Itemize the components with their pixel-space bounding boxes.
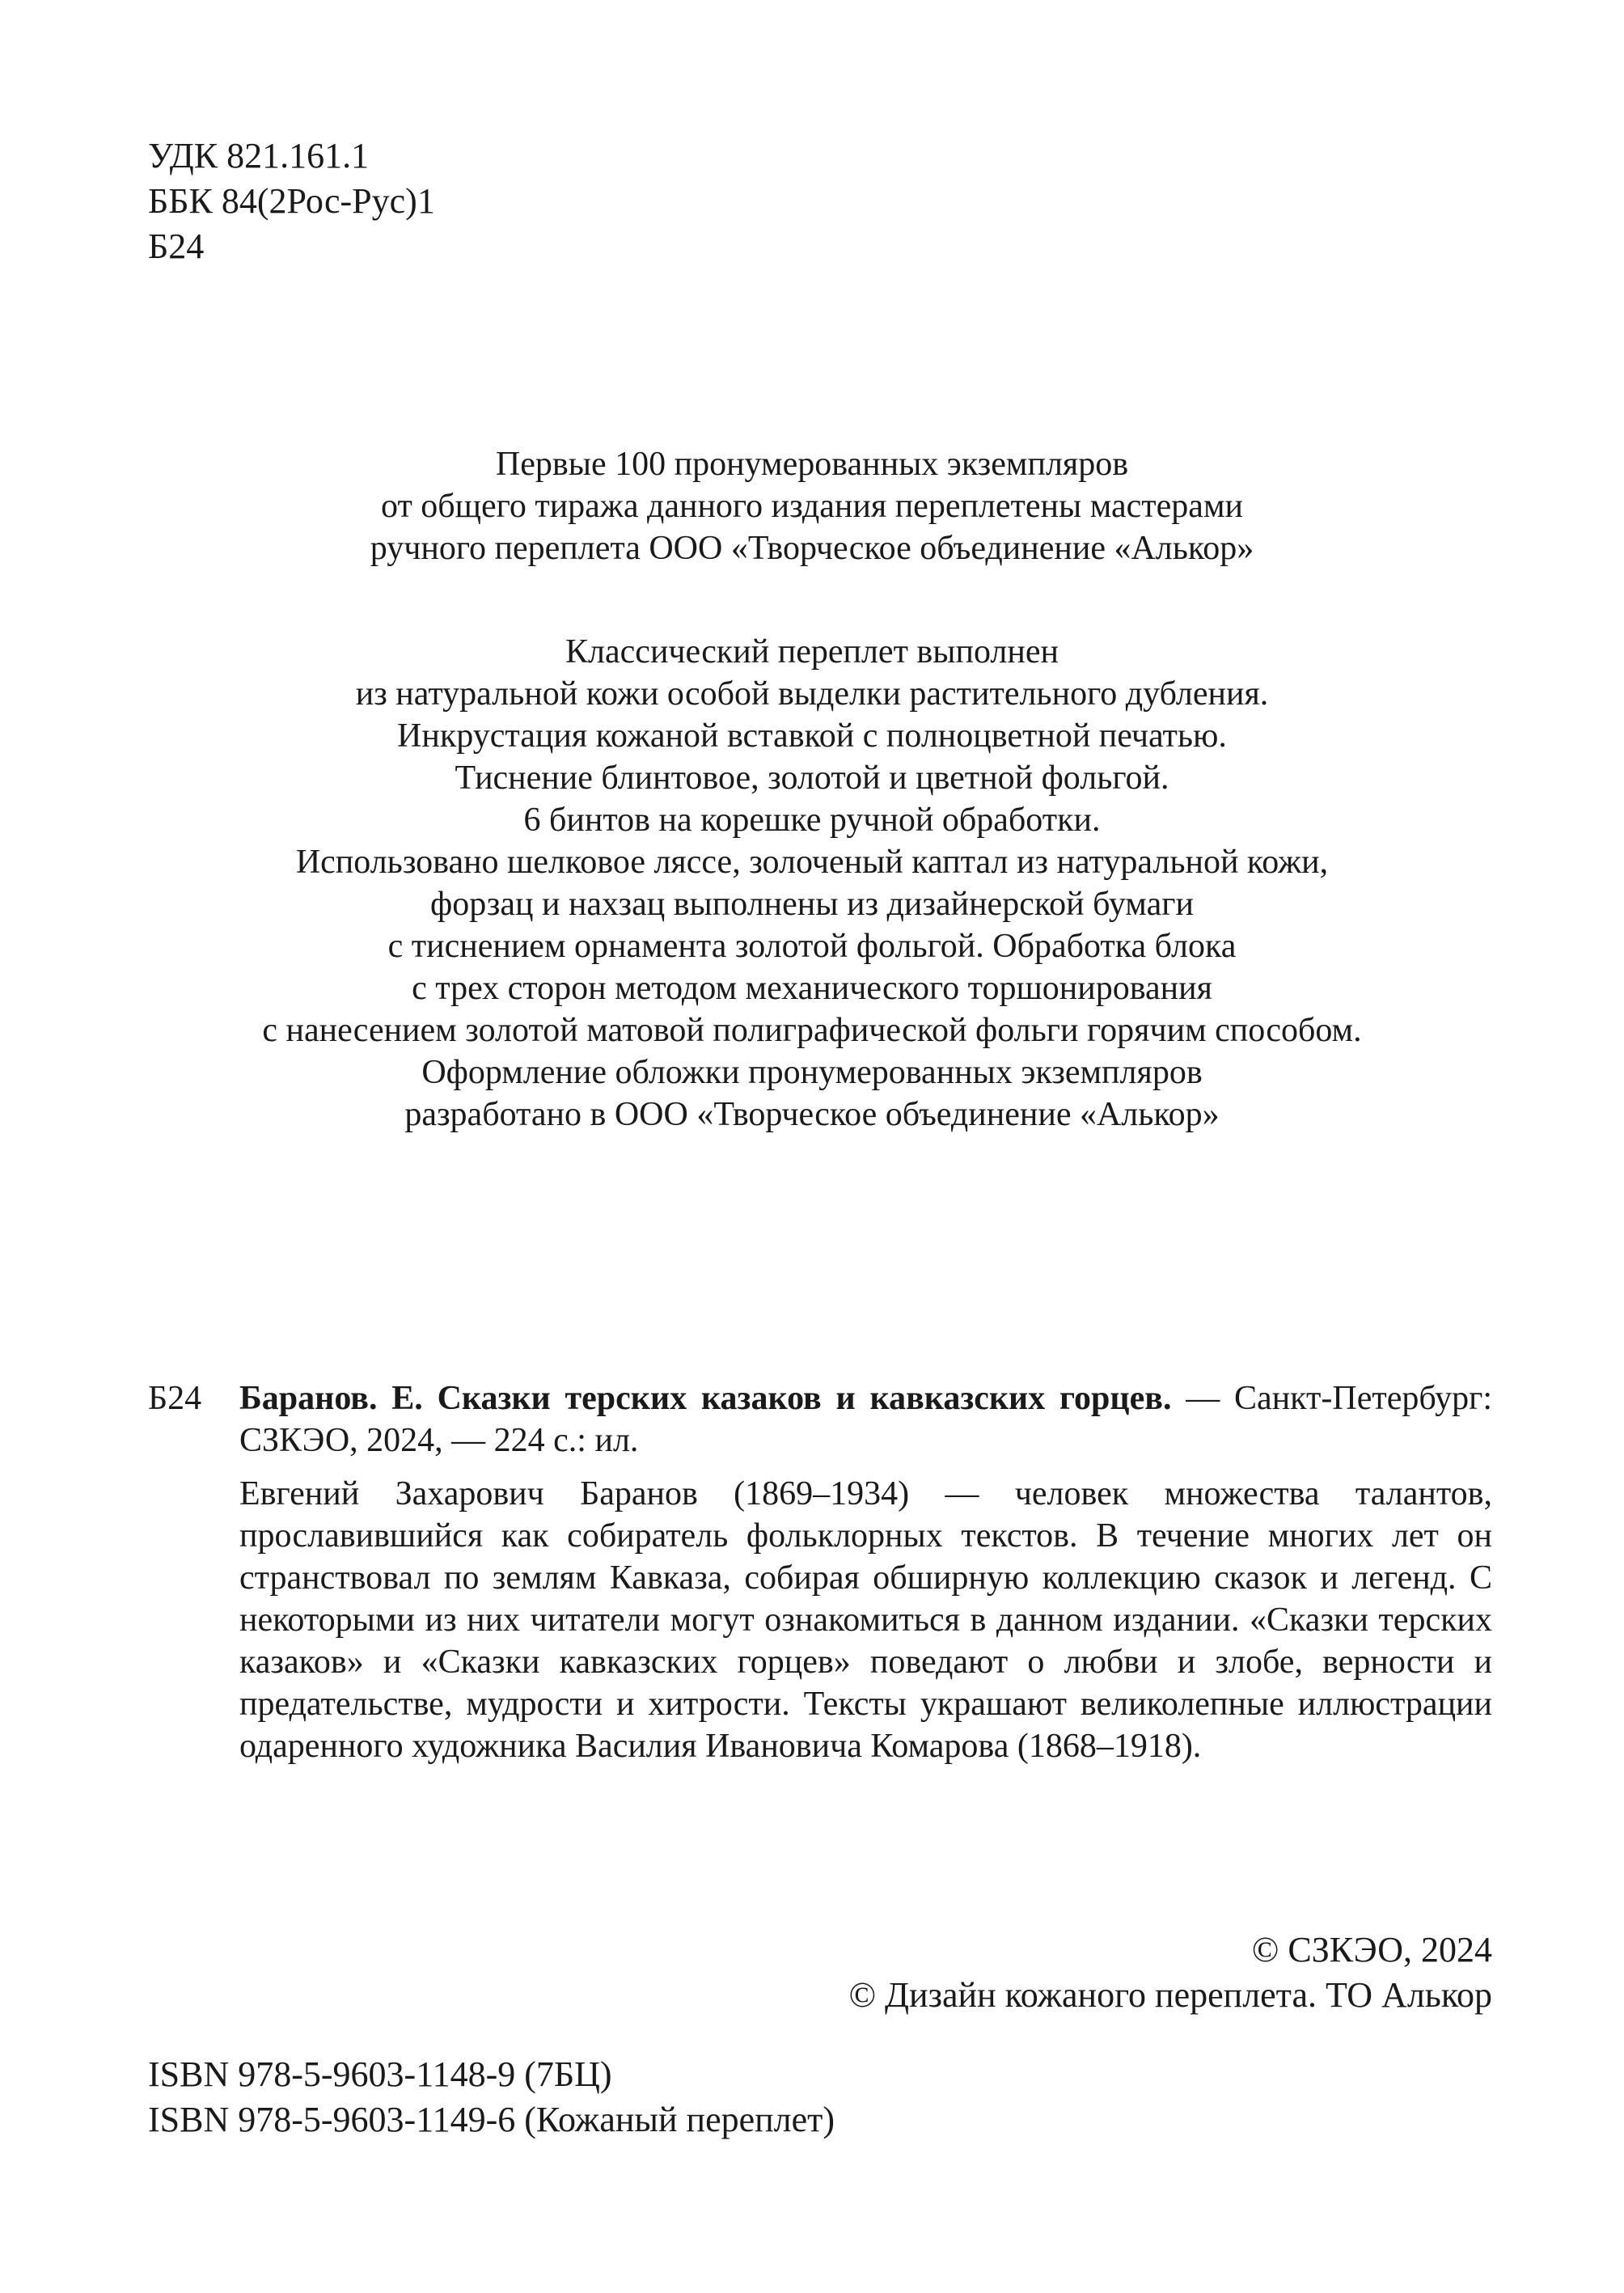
- binding-line: форзац и нахзац выполнены из дизайнерской бумаги: [430, 886, 1194, 923]
- isbn-line: ISBN 978-5-9603-1148-9 (7БЦ): [148, 2054, 612, 2094]
- author-sign: Б24: [148, 226, 205, 266]
- edition-note: [162, 443, 1462, 569]
- copyright-block: [849, 1927, 1492, 2018]
- binding-line: Классический переплет выполнен: [565, 633, 1059, 671]
- binding-line: с тиснением орнамента золотой фольгой. Обработка блока: [387, 928, 1237, 965]
- binding-description: [162, 631, 1462, 1136]
- catalog-entry-code: Б24: [148, 1380, 202, 1417]
- binding-line: разработано в ООО «Творческое объединение «Алькор»: [404, 1096, 1220, 1133]
- binding-line: из натуральной кожи особой выделки растительного дубления.: [355, 675, 1269, 713]
- binding-line: с нанесением золотой матовой полиграфической фольги горячим способом.: [262, 1012, 1362, 1049]
- design-copyright: © Дизайн кожаного переплета. ТО Алькор: [848, 1975, 1492, 2015]
- annotation-text: Евгений Захарович Баранов (1869–1934) — человек множества талантов, прославившийся как собиратель фольклорных текстов. В течение многих лет он странствовал по землям Кавказа, собирая обширную коллекцию сказок и легенд. С некоторыми из них читатели могут ознакомиться в данном издании. «Сказки терских казаков» и «Сказки кавказских горцев» поведают о любви и злобе, верности и предательстве, мудрости и хитрости. Тексты украшают великолепные иллюстрации одаренного художника Василия Ивановича Комарова (1868–1918).: [239, 1475, 1492, 1765]
- edition-note-line: Первые 100 пронумерованных экземпляров: [495, 446, 1129, 483]
- binding-line: Тиснение блинтовое, золотой и цветной фольгой.: [455, 759, 1169, 797]
- edition-note-line: ручного переплета ООО «Творческое объединение «Алькор»: [370, 530, 1254, 567]
- book-title: Баранов. Е. Сказки терских казаков и кавказских горцев.: [239, 1380, 1172, 1417]
- edition-note-line: от общего тиража данного издания переплетены мастерами: [381, 488, 1243, 525]
- publisher-copyright: © СЗКЭО, 2024: [1251, 1930, 1492, 1969]
- classification-block: [148, 133, 435, 269]
- binding-line: с трех сторон методом механического торшонирования: [412, 970, 1212, 1007]
- imprint-info: — Санкт-Петербург: СЗКЭО, 2024, — 224 с.: ил.: [239, 1380, 1493, 1459]
- isbn-block: [148, 2052, 835, 2143]
- udk-code: УДК 821.161.1: [148, 136, 370, 176]
- catalog-entry-body: [239, 1377, 1492, 1767]
- binding-line: Инкрустация кожаной вставкой с полноцветной печатью.: [397, 717, 1227, 755]
- binding-line: 6 бинтов на корешке ручной обработки.: [523, 802, 1101, 839]
- bibliographic-heading: [239, 1377, 1492, 1462]
- binding-line: Оформление обложки пронумерованных экземпляров: [421, 1054, 1203, 1091]
- bbk-code: ББК 84(2Рос-Рус)1: [148, 181, 435, 221]
- binding-line: Использовано шелковое ляссе, золоченый каптал из натуральной кожи,: [295, 844, 1329, 881]
- isbn-line: ISBN 978-5-9603-1149-6 (Кожаный переплет): [148, 2100, 835, 2139]
